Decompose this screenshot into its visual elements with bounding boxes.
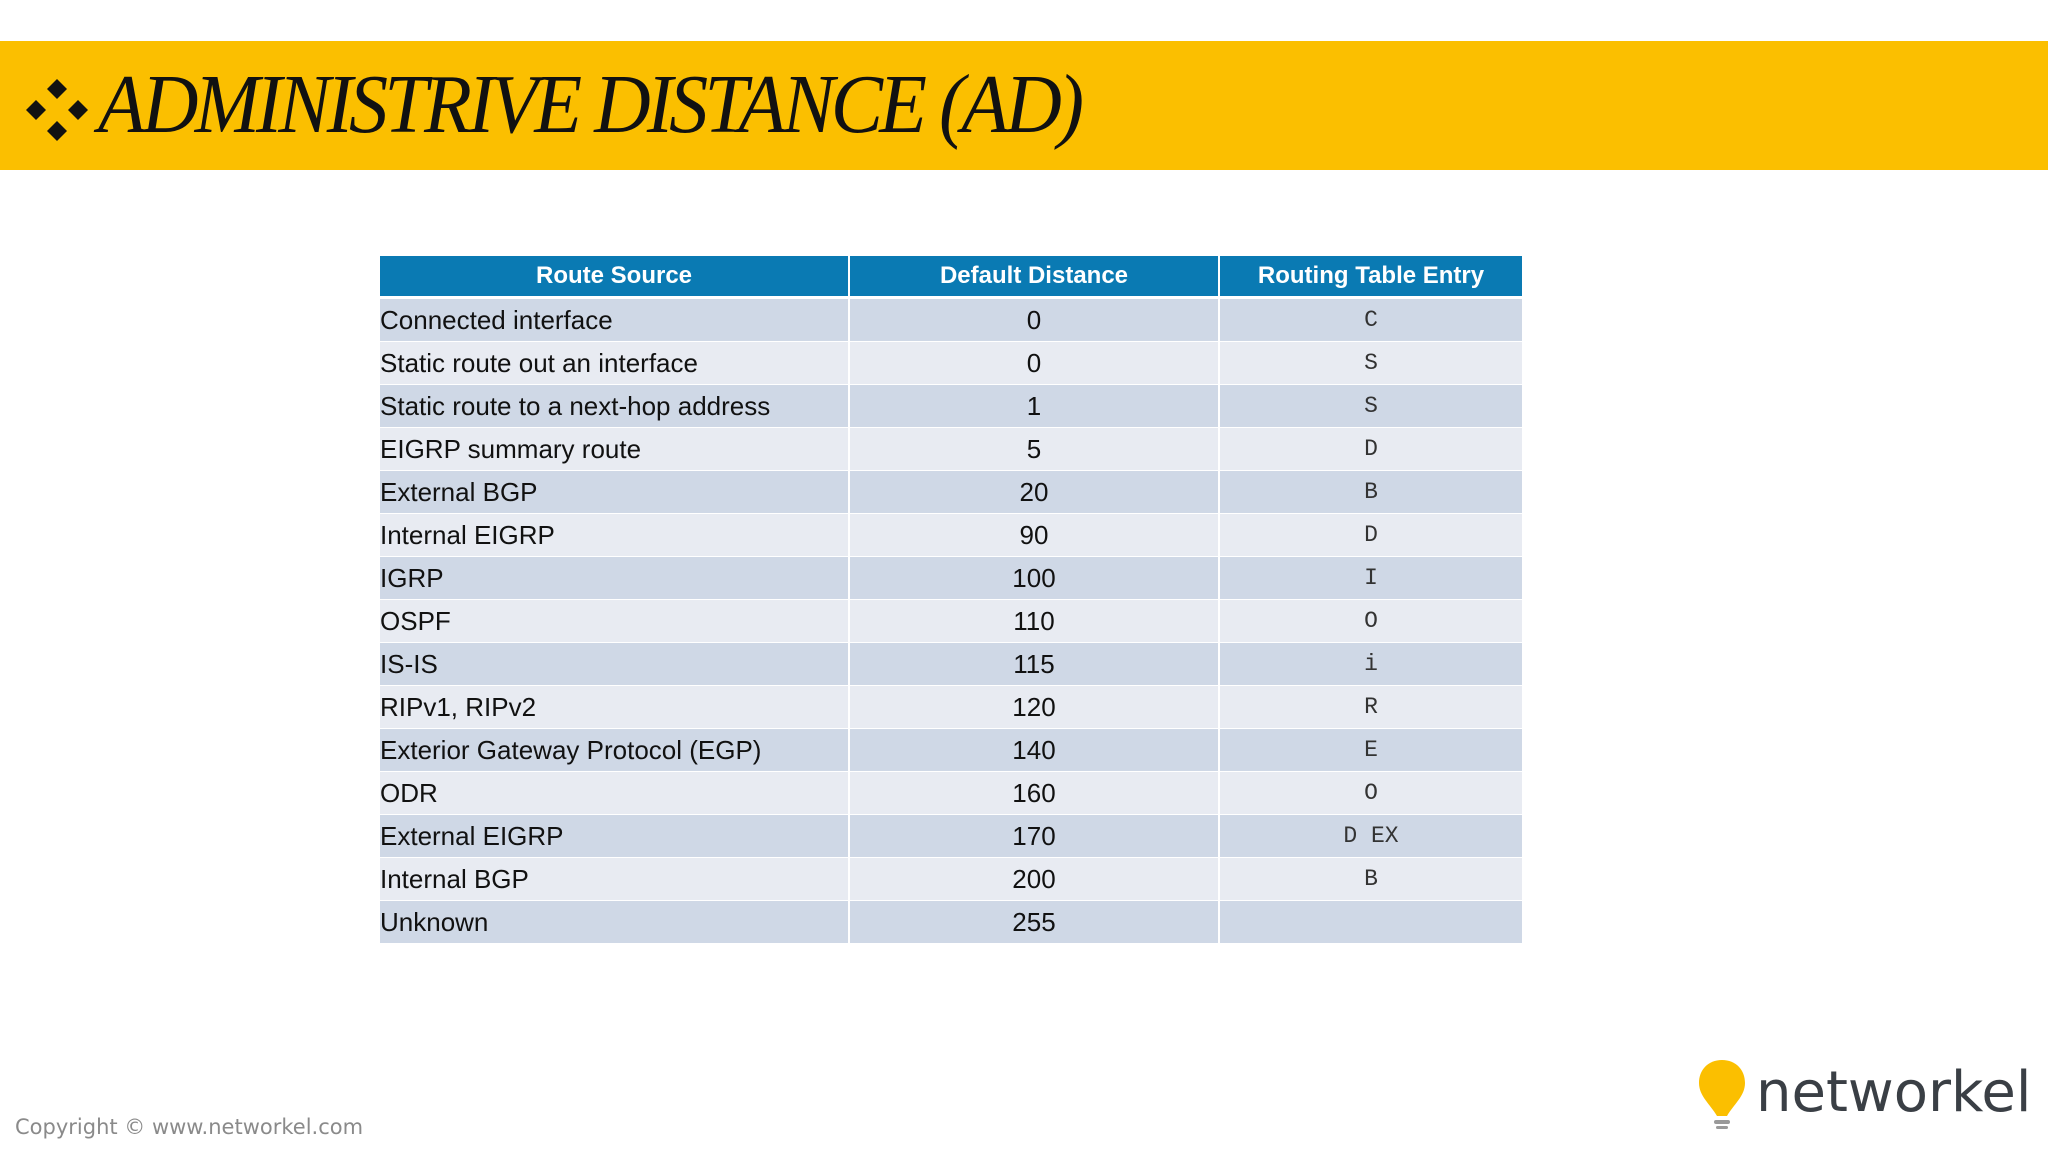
- title-banner: [0, 41, 2048, 170]
- table-row: [380, 772, 1522, 815]
- table-row: [380, 729, 1522, 772]
- routing-table-entry-cell: D: [1220, 514, 1522, 557]
- route-source-cell: Static route out an interface: [380, 342, 850, 385]
- default-distance-cell: 90: [850, 514, 1220, 557]
- slide-title: ADMINISTRIVE DISTANCE (AD): [98, 58, 1081, 151]
- default-distance-cell: 170: [850, 815, 1220, 858]
- lightbulb-pin-icon: [1696, 1058, 1748, 1132]
- default-distance-cell: 110: [850, 600, 1220, 643]
- table-row: [380, 686, 1522, 729]
- default-distance-cell: 255: [850, 901, 1220, 944]
- header-default-distance: Default Distance: [850, 256, 1220, 299]
- route-source-cell: Internal EIGRP: [380, 514, 850, 557]
- table-row: [380, 815, 1522, 858]
- routing-table-entry-cell: O: [1220, 600, 1522, 643]
- route-source-cell: Unknown: [380, 901, 850, 944]
- route-source-cell: IS-IS: [380, 643, 850, 686]
- default-distance-cell: 0: [850, 342, 1220, 385]
- default-distance-cell: 100: [850, 557, 1220, 600]
- default-distance-cell: 20: [850, 471, 1220, 514]
- route-source-cell: External BGP: [380, 471, 850, 514]
- default-distance-cell: 160: [850, 772, 1220, 815]
- route-source-cell: Internal BGP: [380, 858, 850, 901]
- table-header-row: [380, 256, 1522, 299]
- header-route-source: Route Source: [380, 256, 850, 299]
- logo-wordmark: networkel: [1756, 1060, 2032, 1125]
- routing-table-entry-cell: S: [1220, 385, 1522, 428]
- route-source-cell: Exterior Gateway Protocol (EGP): [380, 729, 850, 772]
- route-source-cell: Static route to a next-hop address: [380, 385, 850, 428]
- table-row: [380, 342, 1522, 385]
- default-distance-cell: 140: [850, 729, 1220, 772]
- route-source-cell: OSPF: [380, 600, 850, 643]
- table-row: [380, 428, 1522, 471]
- default-distance-cell: 200: [850, 858, 1220, 901]
- networkel-logo: [1696, 1058, 2032, 1134]
- routing-table-entry-cell: E: [1220, 729, 1522, 772]
- table-row: [380, 385, 1522, 428]
- table-row: [380, 299, 1522, 342]
- route-source-cell: IGRP: [380, 557, 850, 600]
- default-distance-cell: 5: [850, 428, 1220, 471]
- routing-table-entry-cell: R: [1220, 686, 1522, 729]
- default-distance-cell: 115: [850, 643, 1220, 686]
- routing-table-entry-cell: O: [1220, 772, 1522, 815]
- table-row: [380, 600, 1522, 643]
- table-row: [380, 858, 1522, 901]
- routing-table-entry-cell: C: [1220, 299, 1522, 342]
- route-source-cell: ODR: [380, 772, 850, 815]
- routing-table-entry-cell: i: [1220, 643, 1522, 686]
- routing-table-entry-cell: D: [1220, 428, 1522, 471]
- table-body: [380, 299, 1522, 944]
- routing-table-entry-cell: D EX: [1220, 815, 1522, 858]
- routing-table-entry-cell: B: [1220, 471, 1522, 514]
- table-row: [380, 557, 1522, 600]
- header-routing-table-entry: Routing Table Entry: [1220, 256, 1522, 299]
- table-row: [380, 901, 1522, 944]
- administrative-distance-table: [380, 256, 1522, 944]
- default-distance-cell: 0: [850, 299, 1220, 342]
- routing-table-entry-cell: B: [1220, 858, 1522, 901]
- route-source-cell: Connected interface: [380, 299, 850, 342]
- default-distance-cell: 1: [850, 385, 1220, 428]
- table-row: [380, 514, 1522, 557]
- route-source-cell: EIGRP summary route: [380, 428, 850, 471]
- routing-table-entry-cell: [1220, 901, 1522, 944]
- table-row: [380, 643, 1522, 686]
- four-diamond-bullet-icon: [22, 75, 92, 145]
- route-source-cell: External EIGRP: [380, 815, 850, 858]
- routing-table-entry-cell: I: [1220, 557, 1522, 600]
- route-source-cell: RIPv1, RIPv2: [380, 686, 850, 729]
- routing-table-entry-cell: S: [1220, 342, 1522, 385]
- copyright-notice: Copyright © www.networkel.com: [15, 1115, 364, 1139]
- default-distance-cell: 120: [850, 686, 1220, 729]
- table-row: [380, 471, 1522, 514]
